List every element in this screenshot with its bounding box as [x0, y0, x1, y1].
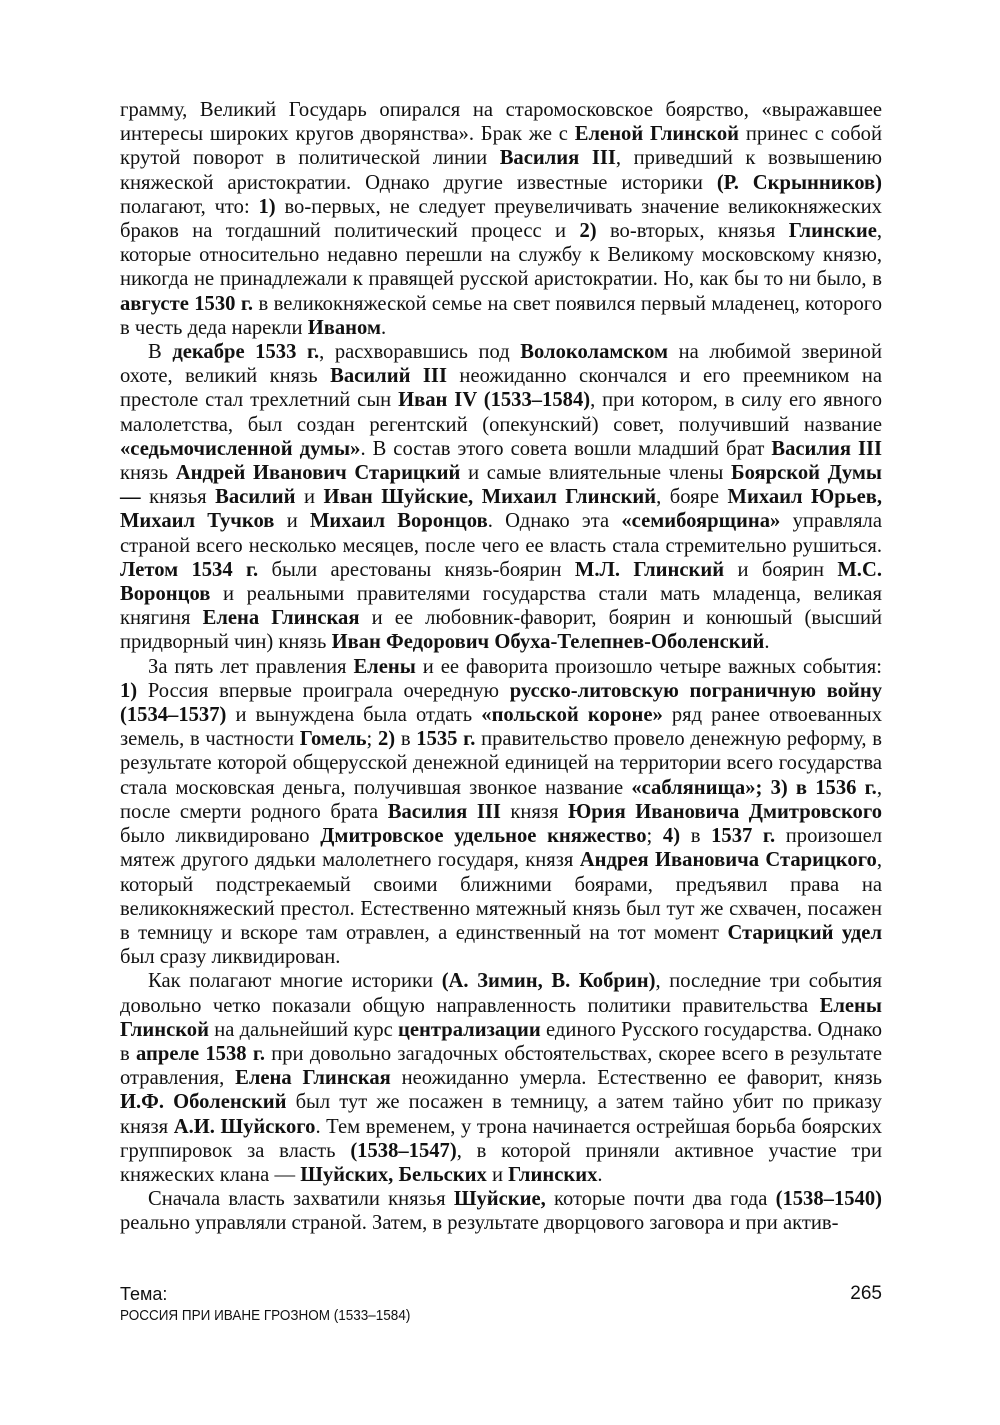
bold-text: декабре 1533 г. [172, 341, 320, 364]
text-run: князя [500, 800, 569, 823]
bold-text: Василия III [499, 147, 616, 170]
text-run: Россия впервые проиграла очередную [137, 679, 510, 702]
bold-text: Шуйские, [453, 1188, 546, 1211]
bold-text: (Р. Скрынников) [716, 171, 882, 194]
bold-text: Елены Глинской [120, 994, 882, 1041]
bold-text: Боярской Думы — [120, 462, 882, 509]
text-run: и [274, 510, 310, 533]
paragraph [120, 98, 882, 340]
text-run: единого Русского государства. Однако в [120, 1018, 882, 1065]
bold-text: Василия III [771, 437, 882, 460]
bold-text: Василий III [330, 365, 447, 388]
bold-text: Шуйских, Бельских [300, 1163, 487, 1186]
text-run: во-вторых, князья [596, 220, 789, 243]
text-run: и [486, 1163, 509, 1186]
bold-text: Елена Глинская [202, 607, 360, 630]
text-run: в [680, 825, 712, 848]
bold-text: августе 1530 г. [120, 292, 254, 315]
footer-topic-title: РОССИЯ ПРИ ИВАНЕ ГРОЗНОМ (1533–1584) [120, 1307, 411, 1324]
text-run: принес с собой крутой поворот в политической линии [120, 123, 882, 170]
text-run: ; [366, 728, 378, 751]
bold-text: «польской короне» [481, 704, 663, 727]
text-run: , который подстрекаемый своими ближними боярами, предъявил права на великокняжеский престол. Естественно мятежный князь был тут же схвачен, посажен в темницу и вскоре там отравлен, а единственный на тот момент [120, 849, 882, 944]
bold-text: Иваном [307, 316, 381, 339]
text-run: За пять лет правления [148, 655, 354, 678]
text-run: Как полагают многие историки [148, 970, 442, 993]
bold-text: «семибоярщина» [621, 510, 781, 533]
bold-text: Михаил Юрьев, Михаил Тучков [120, 486, 883, 533]
bold-text: 2) [377, 728, 396, 751]
text-run: и боярин [724, 558, 838, 581]
bold-text: Еленой Глинской [574, 123, 740, 146]
bold-text: 4) [662, 825, 681, 848]
bold-text: Иван Федорович Обуха-Телепнев-Оболенский [331, 631, 765, 654]
page-number: 265 [850, 1283, 882, 1304]
bold-text: Андрей Иванович Старицкий [175, 462, 461, 485]
text-run: . [597, 1163, 603, 1186]
text-run: в великокняжеской семье на свет появился первый младенец, которого в честь деда нарекли [120, 292, 882, 339]
text-run: в [395, 728, 417, 751]
bold-text: 1535 г. [416, 728, 476, 751]
bold-text: централизации [398, 1018, 541, 1041]
bold-text: Елены [353, 655, 416, 678]
bold-text: Иван IV (1533–1584) [398, 389, 591, 412]
text-run: при довольно загадочных обстоятельствах, скорее всего в результате отравления, [120, 1042, 882, 1090]
bold-text: (А. Зимин, В. Кобрин) [441, 970, 656, 993]
bold-text: М.Л. Глинский [574, 558, 725, 581]
paragraph [120, 655, 882, 970]
bold-text: А.И. Шуйского [173, 1115, 316, 1138]
bold-text: Дмитровское удельное княжество [320, 825, 647, 848]
text-run: полагают, что: [120, 195, 259, 218]
bold-text: Волоколамском [520, 341, 669, 364]
bold-text: 2) [579, 220, 597, 243]
bold-text: 1) [120, 679, 138, 702]
bold-text: «седьмочисленной думы» [120, 437, 361, 460]
text-run: реально управляли страной. Затем, в результате дворцового заговора и при актив- [120, 1212, 839, 1235]
text-run: . В состав этого совета вошли младший брат [360, 437, 772, 460]
bold-text: (1538–1540) [775, 1188, 882, 1211]
text-run: , после смерти родного брата [120, 776, 882, 823]
bold-text: Юрия Ивановича Дмитровского [568, 800, 882, 823]
bold-text: И.Ф. Оболенский [120, 1091, 287, 1114]
bold-text: Михаил Воронцов [309, 510, 488, 533]
text-run: . Тем временем, у трона начинается острейшая борьба боярских группировок за власть [120, 1115, 882, 1162]
text-run: на дальнейший курс [208, 1018, 399, 1041]
bold-text: Елена Глинская [235, 1067, 391, 1090]
bold-text: Иван Шуйские, Михаил Глинский [323, 486, 657, 509]
text-run: князья [140, 486, 216, 509]
text-run: Сначала власть захватили князья [148, 1188, 454, 1211]
text-run: В [148, 341, 173, 364]
text-run: и реальными правителями государства стали мать младенца, великая княгиня [120, 583, 882, 630]
page-body [120, 98, 882, 1236]
text-run: и ее фаворита произошло четыре важных события: [415, 655, 882, 678]
text-run: , расхворавшись под [319, 341, 521, 364]
text-run: на любимой звериной охоте, великий князь [120, 341, 882, 388]
bold-text: 1537 г. [711, 825, 776, 848]
text-run: неожиданно скончался и его преемником на престоле стал трехлетний сын [120, 365, 883, 412]
bold-text: Василий [215, 486, 296, 509]
text-run: князь [120, 462, 176, 485]
footer-topic-label: Тема: [120, 1284, 168, 1304]
text-run: ; [646, 825, 663, 848]
text-run: , приведший к возвышению княжеской аристократии. Однако другие известные историки [120, 147, 883, 194]
text-run: и самые влиятельные члены [460, 462, 731, 485]
text-run: , в которой приняли активное участие три княжеских клана — [120, 1139, 882, 1186]
bold-text: (1538–1547) [350, 1139, 457, 1162]
paragraph [120, 1187, 882, 1235]
bold-text: Глинских [508, 1163, 598, 1186]
text-run: и вынуждена была отдать [226, 704, 482, 727]
text-run: был тут же посажен в темницу, а затем тайно убит по приказу князя [120, 1091, 882, 1138]
bold-text: Старицкий удел [727, 921, 882, 944]
bold-text: русско-литовскую пограничную войну (1534–1537) [120, 679, 883, 727]
bold-text: Летом 1534 г. [120, 558, 259, 581]
text-run: , которые относительно недавно перешли на службу к Великому московскому князю, никогда не принадлежали к правящей русской аристократии. Но, как бы то ни было, в [120, 220, 882, 291]
text-run: грамму, Великий Государь опирался на старомосковское боярство, «выражавшее интересы широких кругов дворянства». Брак же с [120, 99, 882, 146]
bold-text: Андрея Ивановича Старицкого [579, 849, 877, 872]
text-run: . [764, 631, 770, 654]
bold-text: Гомель [299, 728, 367, 751]
bold-text: Глинские [788, 220, 877, 243]
text-run: , последние три события довольно четко показали общую направленность политики правительства [120, 970, 883, 1017]
text-run: были арестованы князь-боярин [258, 558, 575, 581]
paragraph [120, 969, 882, 1187]
page-footer [120, 1283, 882, 1327]
text-run: правительство провело денежную реформу, в результате которой общерусской денежной единицей на территории всего государства стала московская деньга, получившая звонкое название [120, 728, 883, 799]
text-run: . [380, 316, 387, 339]
bold-text: 1) [258, 195, 276, 218]
text-run: , при котором, в силу его явного малолетства, был создан регентский (опекунский) совет, получивший название [120, 389, 882, 436]
bold-text: М.С. Воронцов [120, 558, 882, 606]
text-run: , бояре [656, 486, 728, 509]
text-run: произошел мятеж другого дядьки малолетнего государя, князя [120, 825, 882, 872]
bold-text: Василия III [387, 800, 501, 823]
text-run: и ее любовник-фаворит, боярин и конюшый (высший придворный чин) князь [120, 607, 882, 654]
text-run: ряд ранее отвоеванных земель, в частности [120, 704, 883, 751]
text-run: неожиданно умерла. Естественно ее фаворит, князь [390, 1067, 883, 1090]
bold-text: «саблянища»; 3) в 1536 г. [631, 776, 877, 799]
text-run: . Однако эта [487, 510, 622, 533]
text-run: был сразу ликвидирован. [120, 946, 341, 969]
text-run: управляла страной всего несколько месяцев, после чего ее власть стала стремительно рушиться. [120, 510, 882, 557]
bold-text: апреле 1538 г. [135, 1042, 265, 1065]
text-run: и [295, 486, 324, 509]
text-run: которые почти два года [545, 1188, 776, 1211]
text-run: во-первых, не следует преувеличивать значение великокняжеских браков на тогдашний политический процесс и [120, 195, 882, 243]
text-run: было ликвидировано [120, 825, 321, 848]
paragraph [120, 340, 882, 655]
